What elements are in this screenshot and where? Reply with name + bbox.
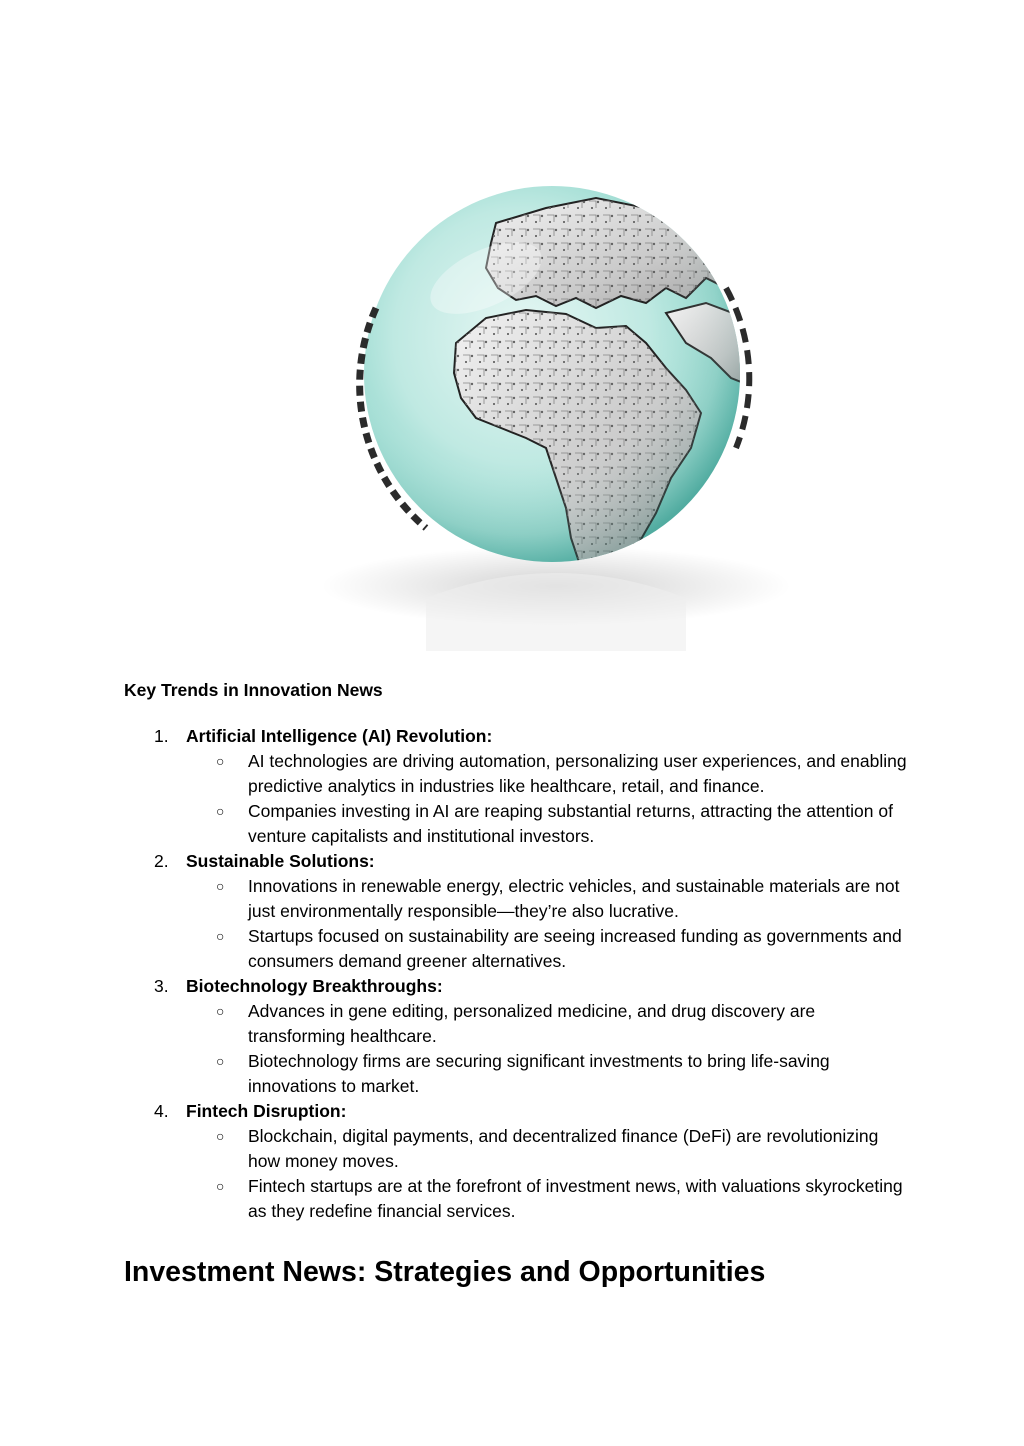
trend-item-biotech	[124, 974, 914, 1099]
hollow-circle-bullet-icon: ○	[216, 928, 225, 944]
page-heading: Investment News: Strategies and Opportunities	[124, 1256, 766, 1288]
bullet-text: Advances in gene editing, personalized medicine, and drug discovery are transforming healthcare.	[248, 1001, 816, 1046]
list-item	[186, 874, 914, 924]
list-item	[186, 749, 914, 799]
trend-list	[124, 724, 914, 1224]
sub-list	[186, 749, 914, 849]
sub-list	[186, 999, 914, 1099]
list-item	[186, 999, 914, 1049]
trend-item-sustainable	[124, 849, 914, 974]
hollow-circle-bullet-icon: ○	[216, 803, 225, 819]
hollow-circle-bullet-icon: ○	[216, 878, 225, 894]
bullet-text: Blockchain, digital payments, and decentralized finance (DeFi) are revolutionizing how money moves.	[248, 1126, 879, 1171]
hollow-circle-bullet-icon: ○	[216, 1003, 225, 1019]
list-number: 4.	[154, 1101, 169, 1121]
list-item	[186, 799, 914, 849]
list-number: 3.	[154, 976, 169, 996]
bullet-text: Companies investing in AI are reaping substantial returns, attracting the attention of venture capitalists and institutional investors.	[248, 801, 893, 846]
bullet-text: Fintech startups are at the forefront of investment news, with valuations skyrocketing as they redefine financial services.	[248, 1176, 903, 1221]
hollow-circle-bullet-icon: ○	[216, 753, 225, 769]
bullet-text: Startups focused on sustainability are seeing increased funding as governments and consumers demand greener alternatives.	[248, 926, 902, 971]
bullet-text: Biotechnology firms are securing significant investments to bring life-saving innovations to market.	[248, 1051, 830, 1096]
trend-title: Artificial Intelligence (AI) Revolution:	[186, 726, 493, 746]
list-number: 2.	[154, 851, 169, 871]
list-item	[186, 1124, 914, 1174]
trend-item-fintech	[124, 1099, 914, 1224]
list-number: 1.	[154, 726, 169, 746]
sub-list	[186, 874, 914, 974]
bullet-text: Innovations in renewable energy, electric vehicles, and sustainable materials are not just environmentally responsible—they’re also lucrative.	[248, 876, 900, 921]
list-item	[186, 924, 914, 974]
trend-title: Sustainable Solutions:	[186, 851, 375, 871]
hollow-circle-bullet-icon: ○	[216, 1128, 225, 1144]
sub-list	[186, 1124, 914, 1224]
section-heading: Key Trends in Innovation News	[124, 680, 383, 700]
hollow-circle-bullet-icon: ○	[216, 1053, 225, 1069]
bullet-text: AI technologies are driving automation, personalizing user experiences, and enabling predictive analytics in industries like healthcare, retail, and finance.	[248, 751, 907, 796]
globe-image	[126, 128, 902, 651]
trend-title: Biotechnology Breakthroughs:	[186, 976, 443, 996]
hollow-circle-bullet-icon: ○	[216, 1178, 225, 1194]
list-item	[186, 1049, 914, 1099]
circuit-globe-icon	[126, 128, 902, 651]
trend-item-ai	[124, 724, 914, 849]
list-item	[186, 1174, 914, 1224]
trend-title: Fintech Disruption:	[186, 1101, 347, 1121]
